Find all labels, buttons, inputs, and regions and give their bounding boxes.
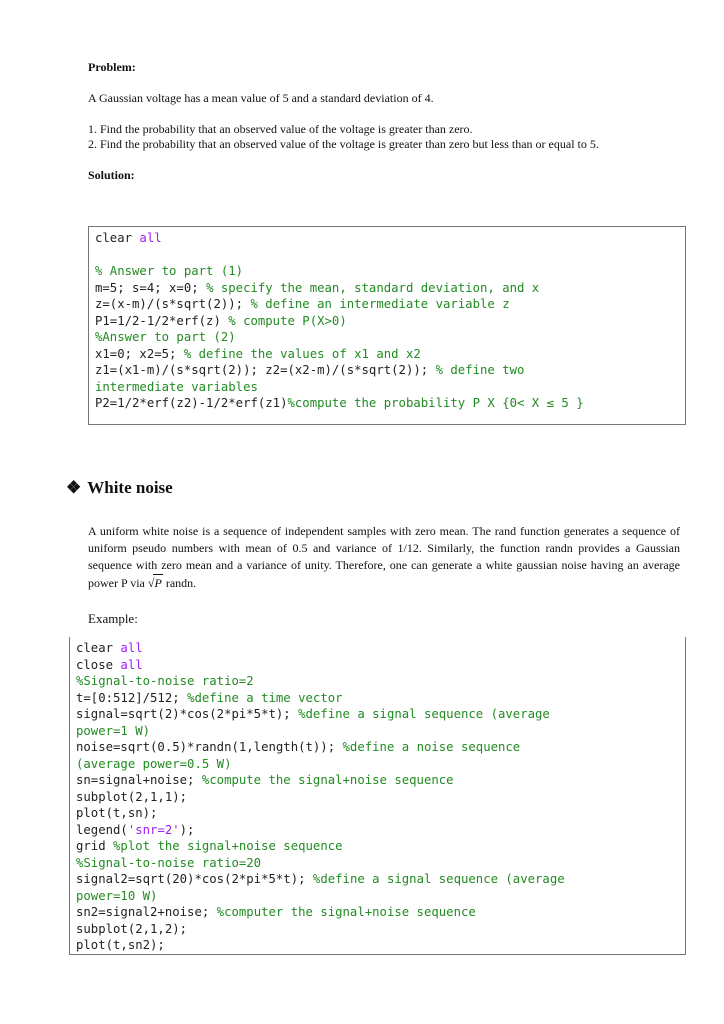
code-line — [95, 263, 685, 280]
code-text: grid — [76, 839, 114, 853]
code-comment: %Signal-to-noise ratio=2 — [76, 674, 254, 688]
code-line — [95, 346, 685, 363]
code-line — [76, 805, 685, 822]
code-text: P2=1/2*erf(z2)-1/2*erf(z1) — [95, 396, 288, 410]
code-text: subplot(2,1,1); — [76, 789, 188, 804]
code-comment: (average power=0.5 W) — [76, 756, 232, 771]
sqrt-radicand: P — [154, 576, 162, 590]
code-text: sn=signal+noise; — [76, 773, 202, 787]
code-comment: %define a noise sequence — [342, 740, 521, 754]
code-comment: %compute the probability P X {0< X ≤ 5 } — [287, 396, 584, 410]
problem-heading: Problem: — [88, 60, 136, 74]
code-comment: %define a signal sequence (average — [298, 707, 550, 721]
code-line — [76, 789, 685, 806]
example-label: Example: — [88, 611, 138, 626]
sqrt-p-symbol — [148, 574, 163, 592]
code-comment: %define a time vector — [187, 690, 343, 705]
code-comment: % compute P(X>0) — [228, 313, 347, 328]
code-keyword: 'snr=2' — [127, 822, 180, 837]
code-comment: % Answer to part (1) — [95, 264, 244, 278]
code-comment: % define an intermediate variable z — [250, 297, 510, 311]
code-line — [76, 673, 685, 690]
white-noise-text-1: A uniform white noise is a sequence of independent samples with zero mean. The rand function generates a sequence of uniform pseudo numbers with mean of 0.5 and variance of 1/12. Similarly, the function randn provides a Gaussian sequence with zero mean and a variance of unity. Therefore, one can generate a white gaussian noise having an average power P via — [88, 524, 680, 590]
code-keyword: all — [120, 657, 143, 672]
code-block-example — [69, 637, 686, 955]
code-text: P1=1/2-1/2*erf(z) — [95, 313, 229, 328]
section-heading — [66, 478, 173, 498]
code-line — [76, 822, 685, 839]
code-text: clear — [95, 231, 140, 245]
code-comment: power=1 W) — [76, 723, 151, 738]
code-text: t=[0:512]/512; — [76, 690, 188, 705]
code-comment: %Answer to part (2) — [95, 330, 236, 344]
code-line — [76, 937, 685, 954]
code-comment: power=10 W) — [76, 888, 158, 903]
code-keyword: all — [139, 231, 162, 245]
code-text: signal=sqrt(2)*cos(2*pi*5*t); — [76, 707, 299, 721]
code-line — [76, 871, 685, 888]
code-comment: %define a signal sequence (average — [312, 872, 565, 886]
code-line — [76, 690, 685, 707]
code-line — [95, 313, 685, 330]
code-text: z=(x-m)/(s*sqrt(2)); — [95, 297, 251, 311]
code-line — [76, 855, 685, 872]
code-comment: % define two — [435, 363, 525, 377]
code-line — [76, 838, 685, 855]
code-line — [95, 296, 685, 313]
code-text: m=5; s=4; x=0; — [95, 280, 207, 295]
code-text: close — [76, 657, 121, 672]
code-text: subplot(2,1,2); — [76, 921, 188, 936]
code-line — [95, 395, 685, 412]
code-text: ); — [179, 822, 195, 837]
code-line — [76, 756, 685, 773]
code-text: sn2=signal2+noise; — [76, 905, 217, 919]
code-text: x1=0; x2=5; — [95, 346, 184, 361]
code-line — [95, 329, 685, 346]
code-block-solution — [88, 226, 686, 425]
code-line — [76, 904, 685, 921]
code-line — [95, 247, 685, 264]
problem-item-1: 1. Find the probability that an observed value of the voltage is greater than zero. — [88, 122, 473, 136]
problem-statement: A Gaussian voltage has a mean value of 5 and a standard deviation of 4. — [88, 91, 434, 105]
code-text: noise=sqrt(0.5)*randn(1,length(t)); — [76, 740, 343, 754]
code-text: signal2=sqrt(20)*cos(2*pi*5*t); — [76, 872, 313, 886]
sqrt-sign: √ — [147, 576, 155, 590]
problem-item-2: 2. Find the probability that an observed value of the voltage is greater than zero but less than or equal to 5. — [88, 137, 599, 151]
code-comment: %plot the signal+noise sequence — [113, 839, 343, 853]
code-line — [95, 362, 685, 379]
code-comment: %Signal-to-noise ratio=20 — [76, 855, 262, 870]
diamond-bullet-icon: ❖ — [66, 478, 82, 497]
code-text: legend( — [76, 822, 128, 837]
white-noise-text-2: randn. — [162, 576, 197, 590]
white-noise-paragraph — [88, 523, 680, 592]
section-title: White noise — [87, 478, 173, 497]
code-keyword: all — [120, 641, 143, 655]
code-line — [76, 921, 685, 938]
code-comment: %compute the signal+noise sequence — [201, 773, 454, 787]
code-line — [76, 723, 685, 740]
code-line — [95, 379, 685, 396]
code-comment: % define the values of x1 and x2 — [183, 346, 421, 361]
code-text: plot(t,sn); — [76, 806, 158, 820]
code-text: plot(t,sn2); — [76, 938, 165, 952]
code-text: clear — [76, 641, 121, 655]
code-line — [95, 280, 685, 297]
code-line — [95, 230, 685, 247]
code-line — [76, 772, 685, 789]
code-comment: intermediate variables — [95, 379, 258, 394]
code-line — [76, 657, 685, 674]
code-comment: %computer the signal+noise sequence — [216, 905, 476, 919]
code-line — [76, 739, 685, 756]
code-line — [76, 640, 685, 657]
code-text: z1=(x1-m)/(s*sqrt(2)); z2=(x2-m)/(s*sqrt(2)); — [95, 363, 436, 377]
code-line — [76, 706, 685, 723]
code-comment: % specify the mean, standard deviation, and x — [206, 280, 540, 295]
code-line — [76, 888, 685, 905]
solution-heading: Solution: — [88, 168, 135, 182]
